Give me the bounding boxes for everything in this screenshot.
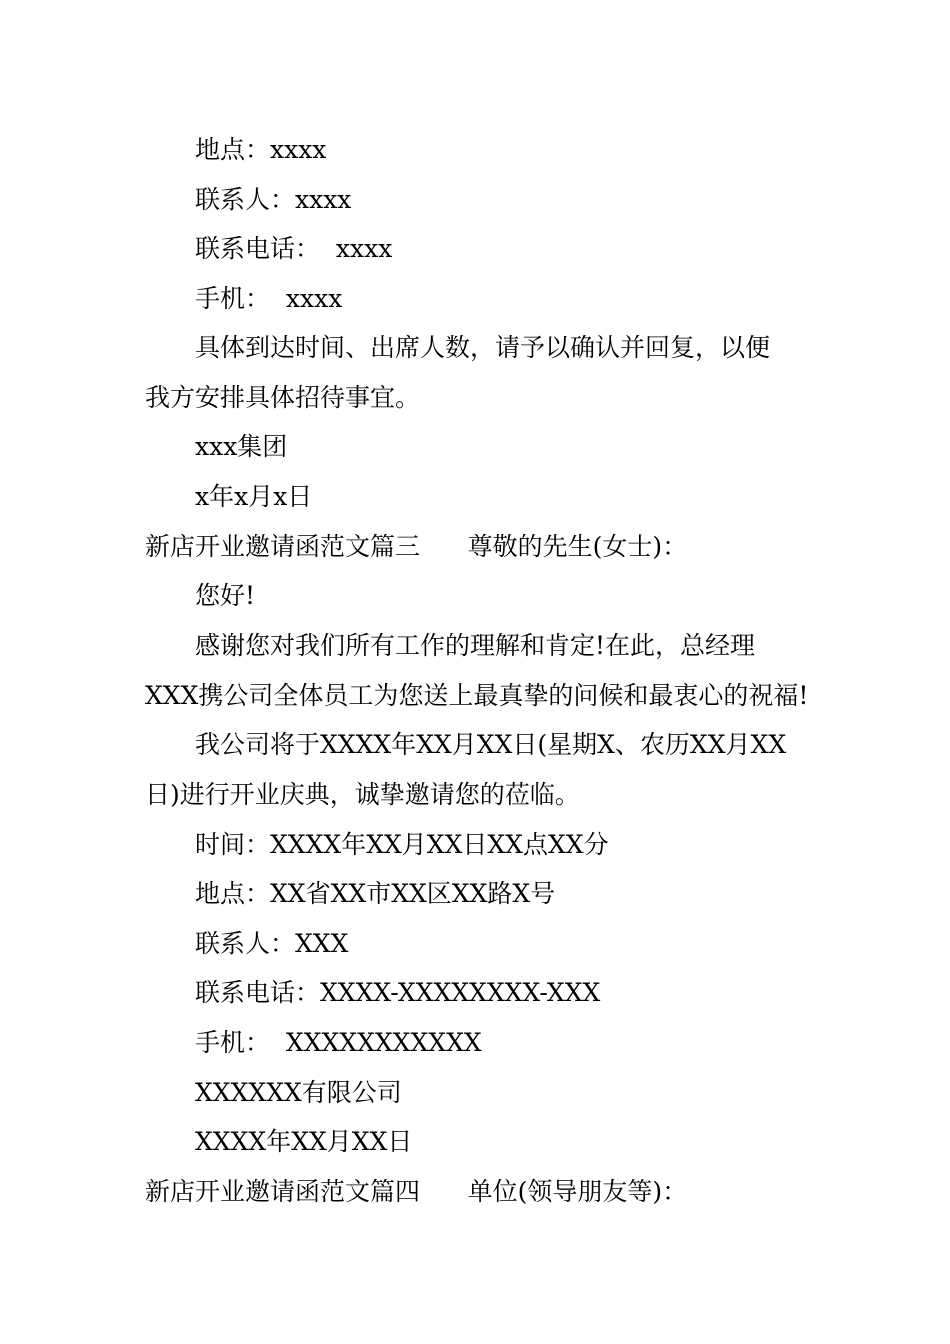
paragraph-line: 地点：XX省XX市XX区XX路X号	[195, 879, 556, 908]
paragraph-line: 联系人：xxxx	[195, 185, 352, 214]
section-heading: 新店开业邀请函范文篇三 尊敬的先生(女士)：	[145, 532, 688, 561]
paragraph-line: 我方安排具体招待事宜。	[145, 383, 421, 412]
paragraph-line: XXXX年XX月XX日	[195, 1127, 413, 1156]
paragraph-line: 手机： XXXXXXXXXXX	[195, 1028, 482, 1057]
paragraph-line: XXX携公司全体员工为您送上最真挚的问候和最衷心的祝福!	[145, 681, 809, 710]
paragraph-line: 手机： xxxx	[195, 284, 343, 313]
section-heading: 新店开业邀请函范文篇四 单位(领导朋友等)：	[145, 1177, 688, 1206]
paragraph-line: x年x月x日	[195, 482, 313, 511]
paragraph-line: 具体到达时间、出席人数，请予以确认并回复，以便	[195, 333, 771, 362]
paragraph-line: 您好!	[195, 581, 256, 610]
paragraph-line: 联系电话：XXXX-XXXXXXXX-XXX	[195, 978, 601, 1007]
paragraph-line: xxx集团	[195, 432, 288, 461]
paragraph-line: 时间：XXXX年XX月XX日XX点XX分	[195, 830, 609, 859]
paragraph-line: 日)进行开业庆典，诚挚邀请您的莅临。	[145, 780, 580, 809]
paragraph-line: 地点：xxxx	[195, 135, 327, 164]
paragraph-line: 感谢您对我们所有工作的理解和肯定!在此，总经理	[195, 631, 756, 660]
paragraph-line: XXXXXX有限公司	[195, 1078, 402, 1107]
paragraph-line: 我公司将于XXXX年XX月XX日(星期X、农历XX月XX	[195, 730, 787, 759]
paragraph-line: 联系人：XXX	[195, 929, 349, 958]
paragraph-line: 联系电话： xxxx	[195, 234, 393, 263]
